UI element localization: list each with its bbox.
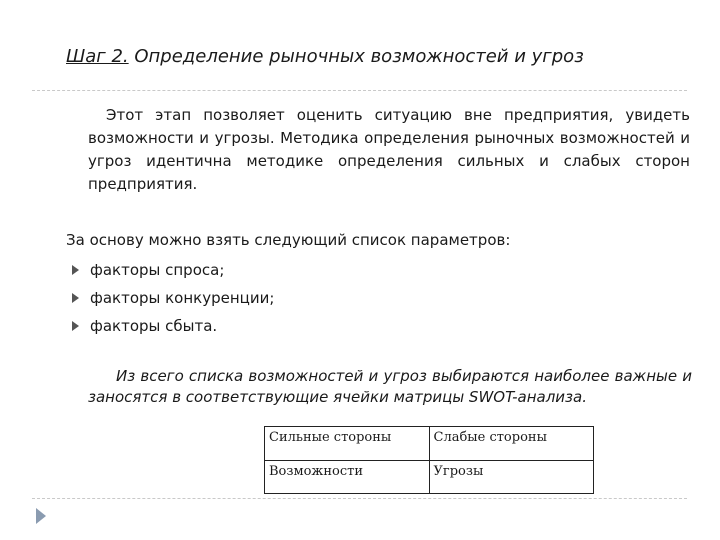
- swot-paragraph: Из всего списка возможностей и угроз выбираются наиболее важные и заносятся в соответствующие ячейки матрицы SWOT-анализа.: [88, 367, 692, 406]
- factor-demand: факторы спроса;: [90, 261, 225, 279]
- list-item: [66, 284, 274, 312]
- bottom-divider: [32, 498, 687, 499]
- cell-opportunities: Возможности: [265, 460, 430, 494]
- slide-title: [66, 46, 584, 67]
- table-row: [265, 427, 594, 461]
- list-item: [66, 256, 274, 284]
- cell-weaknesses: Слабые стороны: [429, 427, 594, 461]
- table-row: [265, 460, 594, 494]
- list-item: [66, 312, 274, 340]
- swot-matrix-table: [264, 426, 594, 494]
- list-lead: За основу можно взять следующий список параметров:: [66, 231, 511, 249]
- triangle-bullet-icon: [72, 293, 79, 303]
- triangle-bullet-icon: [72, 265, 79, 275]
- factor-sales: факторы сбыта.: [90, 317, 218, 335]
- factor-competition: факторы конкуренции;: [90, 289, 275, 307]
- title-step: Шаг 2.: [66, 46, 129, 67]
- next-slide-arrow-icon[interactable]: [36, 508, 46, 524]
- factors-list: [66, 256, 274, 340]
- intro-paragraph: Этот этап позволяет оценить ситуацию вне предприятия, увидеть возможности и угрозы. Методика определения рыночных возможностей и угроз идентична методике определения сильных и слабых сторон предприятия.: [88, 106, 690, 193]
- top-divider: [32, 90, 687, 91]
- cell-strengths: Сильные стороны: [265, 427, 430, 461]
- title-text: Определение рыночных возможностей и угроз: [128, 46, 584, 67]
- triangle-bullet-icon: [72, 321, 79, 331]
- cell-threats: Угрозы: [429, 460, 594, 494]
